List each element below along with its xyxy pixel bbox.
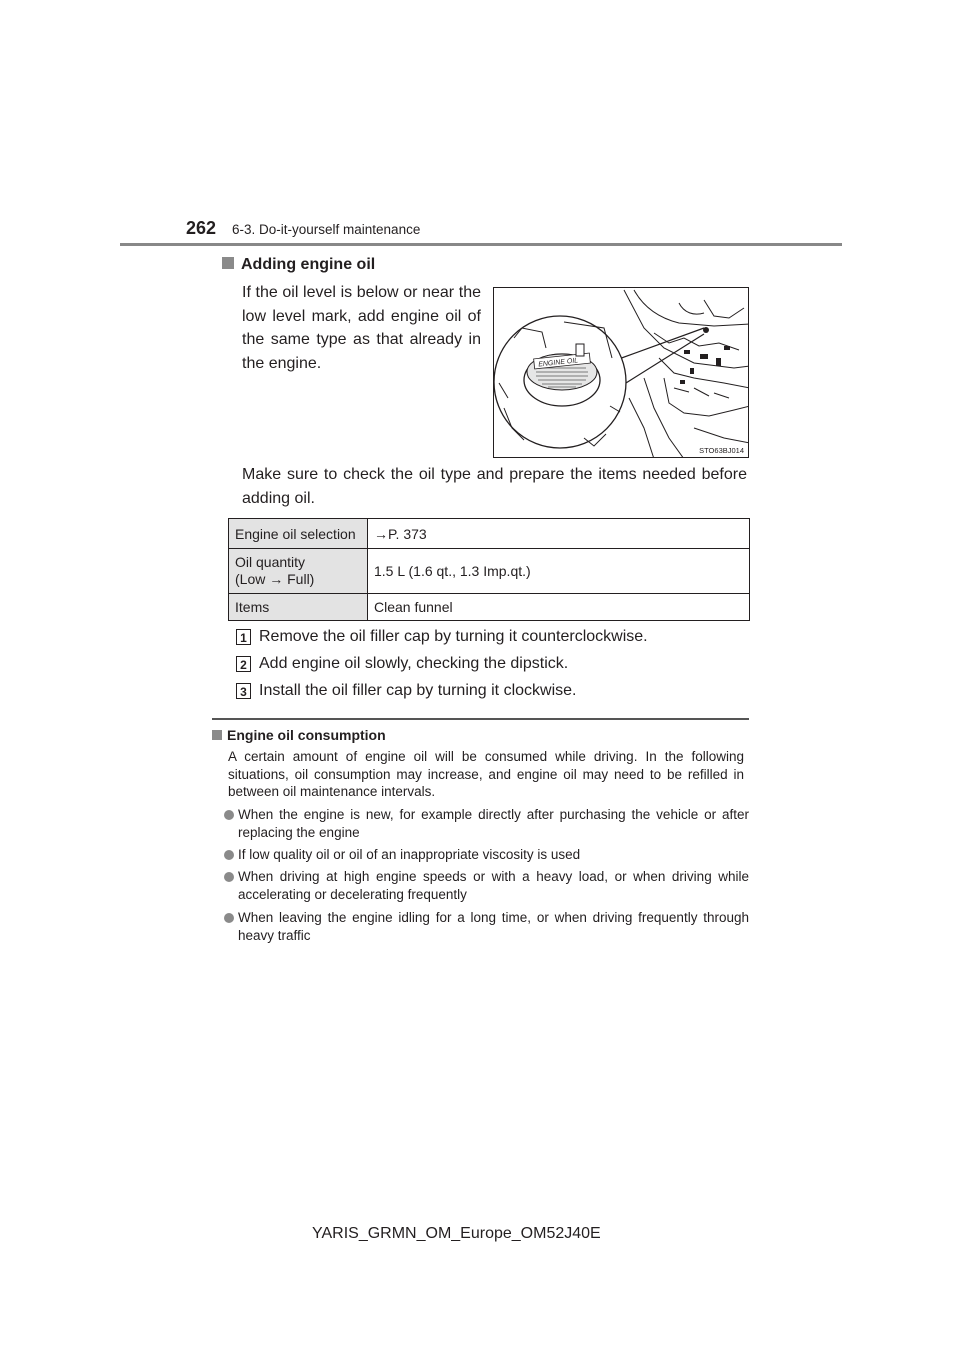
table-label: Engine oil selection — [229, 519, 368, 549]
step-1 — [236, 628, 648, 646]
step-text: Remove the oil filler cap by turning it counterclockwise. — [259, 628, 648, 645]
step-text: Install the oil filler cap by turning it clockwise. — [259, 682, 577, 699]
table-label: Items — [229, 594, 368, 621]
table-value: Clean funnel — [368, 594, 750, 621]
list-item-text: When leaving the engine idling for a long time, or when driving frequently through heavy traffic — [238, 910, 749, 943]
circle-bullet-icon — [224, 913, 234, 923]
list-item-text: If low quality oil or oil of an inappropriate viscosity is used — [238, 847, 581, 862]
page-number: 262 — [186, 218, 217, 238]
section-title: 6-3. Do-it-yourself maintenance — [232, 222, 421, 237]
step-number-badge: 3 — [236, 683, 251, 699]
list-item — [224, 868, 749, 903]
table-label — [229, 549, 368, 594]
preparation-text: Make sure to check the oil type and prepare the items needed before adding oil. — [242, 466, 747, 507]
adding-oil-heading-text: Adding engine oil — [241, 256, 376, 273]
step-text: Add engine oil slowly, checking the dipstick. — [259, 655, 569, 672]
list-item-text: When the engine is new, for example directly after purchasing the vehicle or after replacing the engine — [238, 807, 749, 840]
step-number-badge: 1 — [236, 629, 251, 645]
section-divider — [212, 718, 749, 720]
header-divider — [120, 243, 842, 246]
oil-spec-table — [228, 518, 750, 621]
table-value: 1.5 L (1.6 qt., 1.3 Imp.qt.) — [368, 549, 750, 594]
list-item — [224, 806, 749, 841]
step-number-badge: 2 — [236, 656, 251, 672]
figure-id: STO63BJ014 — [699, 446, 744, 455]
circle-bullet-icon — [224, 850, 234, 860]
oil-filler-cap-illustration — [493, 287, 749, 458]
table-row — [229, 519, 750, 549]
step-2 — [236, 655, 568, 673]
list-item-text: When driving at high engine speeds or with a heavy load, or when driving while accelerating or decelerating frequently — [238, 869, 749, 902]
step-3 — [236, 682, 576, 700]
circle-bullet-icon — [224, 810, 234, 820]
table-label-line: Oil quantity — [235, 554, 306, 570]
table-row — [229, 549, 750, 594]
adding-oil-heading — [222, 256, 375, 274]
list-item — [224, 846, 749, 864]
cap-label: ENGINE OIL — [537, 357, 579, 369]
square-bullet-icon — [222, 257, 234, 269]
square-bullet-icon — [212, 730, 222, 740]
table-label-line: (Low → Full) — [235, 571, 315, 587]
consumption-heading — [212, 727, 386, 743]
document-id: YARIS_GRMN_OM_Europe_OM52J40E — [312, 1225, 601, 1242]
list-item — [224, 909, 749, 944]
circle-bullet-icon — [224, 872, 234, 882]
adding-oil-intro: If the oil level is below or near the low level mark, add engine oil of the same type as that already in the engine. — [242, 284, 481, 372]
table-row — [229, 594, 750, 621]
consumption-heading-text: Engine oil consumption — [227, 727, 386, 743]
engine-bay-drawing — [494, 288, 749, 458]
table-value: →P. 373 — [368, 519, 750, 549]
consumption-body: A certain amount of engine oil will be consumed while driving. In the following situations, oil consumption may increase, and engine oil may need to be refilled in between oil maintenance intervals. — [228, 749, 744, 799]
